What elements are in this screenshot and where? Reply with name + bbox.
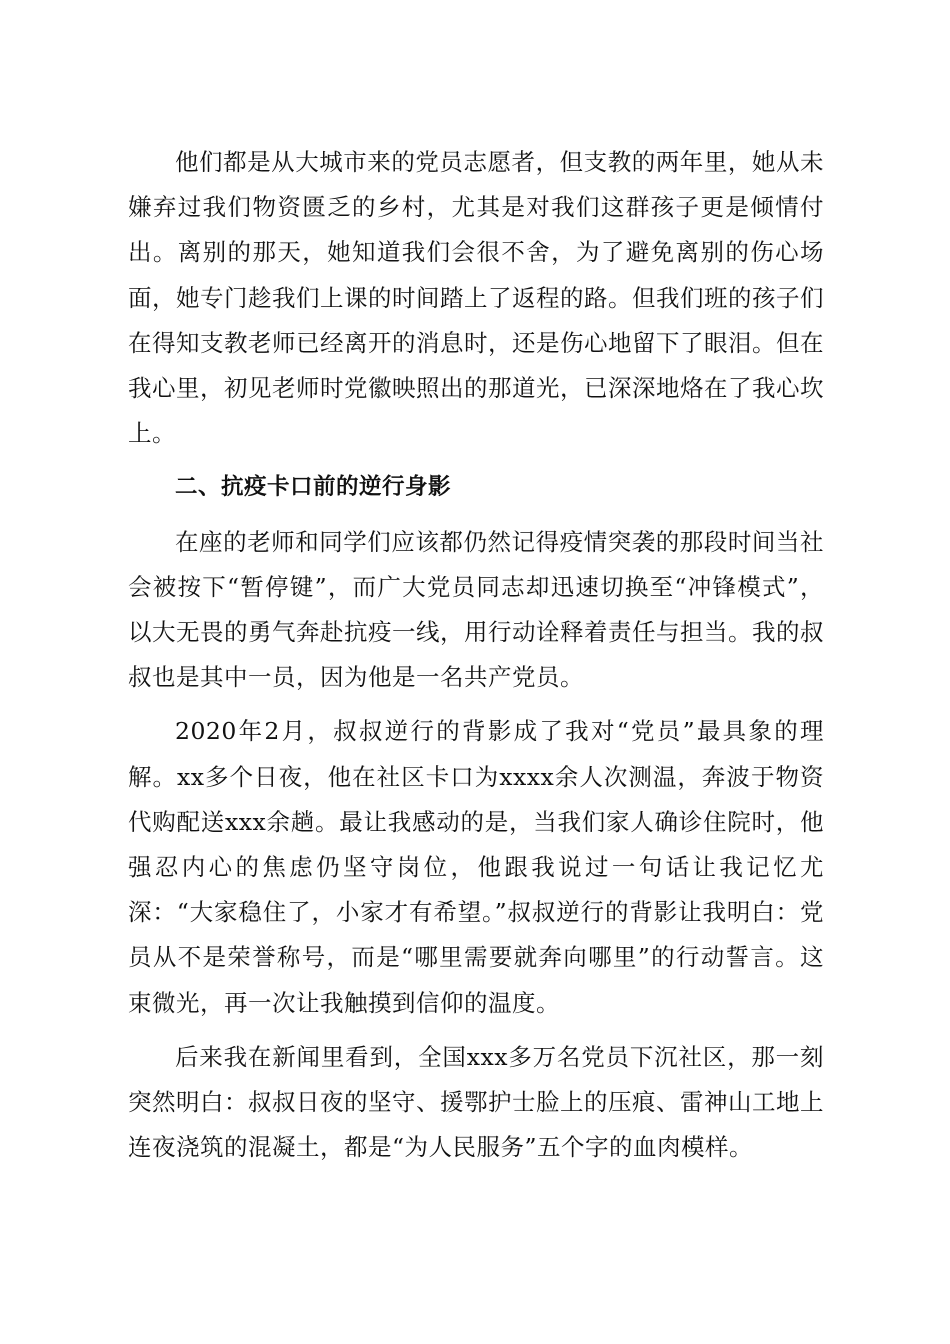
- section-heading: 二、抗疫卡口前的逆行身影: [175, 474, 452, 501]
- paragraph-volunteer-teacher: 他们都是从大城市来的党员志愿者，但支教的两年里，她从未嫌弃过我们物资匮乏的乡村，尤其是对我们这群孩子更是倾情付出。离别的那天，她知道我们会很不舍，为了避免离别的伤心场面，她专门趁我们上课的时间踏上了返程的路。但我们班的孩子们在得知支教老师已经离开的消息时，还是伤心地留下了眼泪。但在我心里，初见老师时党徽映照出的那道光，已深深地烙在了我心坎上。: [128, 148, 824, 448]
- document-body: [128, 140, 824, 1179]
- paragraph-uncle-story: 2020年2月，叔叔逆行的背影成了我对“党员”最具象的理解。xx多个日夜，他在社区卡口为xxxx余人次测温，奔波于物资代购配送xxx余趟。最让我感动的是，当我们家人确诊住院时，他强忍内心的焦虑仍坚守岗位，他跟我说过一句话让我记忆尤深：“大家稳住了，小家才有希望。”叔叔逆行的背影让我明白：党员从不是荣誉称号，而是“哪里需要就奔向哪里”的行动誓言。这束微光，再一次让我触摸到信仰的温度。: [128, 717, 824, 1017]
- paragraph-epidemic-intro: 在座的老师和同学们应该都仍然记得疫情突袭的那段时间当社会被按下“暂停键”，而广大党员同志却迅速切换至“冲锋模式”，以大无畏的勇气奔赴抗疫一线，用行动诠释着责任与担当。我的叔叔也是其中一员，因为他是一名共产党员。: [128, 527, 824, 692]
- paragraph-news-reflection: 后来我在新闻里看到，全国xxx多万名党员下沉社区，那一刻突然明白：叔叔日夜的坚守、援鄂护士脸上的压痕、雷神山工地上连夜浇筑的混凝土，都是“为人民服务”五个字的血肉模样。: [128, 1042, 824, 1162]
